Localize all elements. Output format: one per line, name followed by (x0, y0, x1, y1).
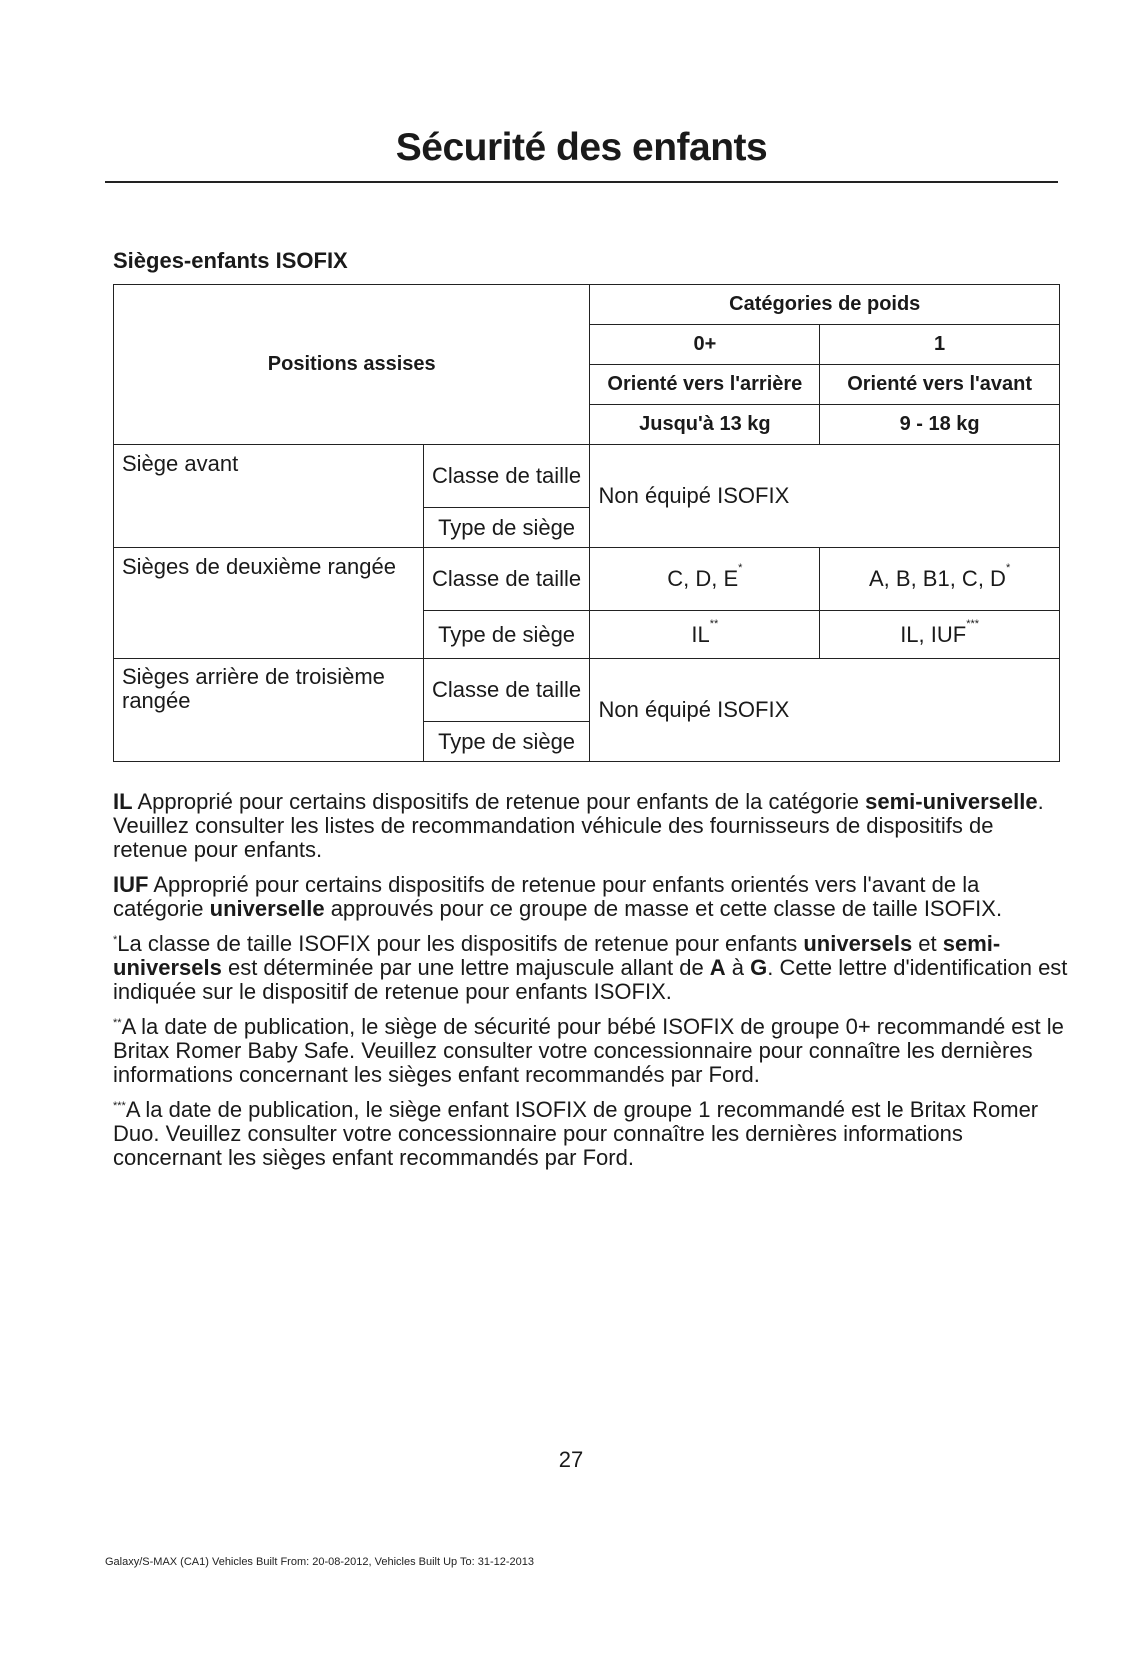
title-divider (105, 181, 1058, 183)
notes (113, 790, 1068, 1181)
footnote-3 (113, 1098, 1068, 1170)
size-class-label: Classe de taille (423, 659, 590, 722)
note-bold: G (750, 955, 768, 980)
footnote-mark: * (1005, 562, 1011, 574)
note-bold: semi-universelle (865, 789, 1038, 814)
note-bold: A (709, 955, 726, 980)
note-bold: universels (803, 931, 913, 956)
note-bold: universelle (209, 896, 325, 921)
note-text: Approprié pour certains dispositifs de retenue pour enfants orientés vers l'avant de la catégorie (113, 872, 980, 921)
footnote-mark: ** (709, 617, 719, 630)
footnote-1 (113, 932, 1068, 1004)
size-class-label: Classe de taille (423, 548, 590, 611)
section-heading: Sièges-enfants ISOFIX (113, 248, 348, 273)
second-row-size-class-0plus (590, 548, 820, 611)
third-row-not-equipped: Non équipé ISOFIX (590, 659, 1060, 762)
weight-1-header: 9 - 18 kg (820, 405, 1060, 445)
footnote-2 (113, 1015, 1068, 1087)
page-number: 27 (558, 1447, 584, 1472)
second-row-size-class-1 (820, 548, 1060, 611)
note-text: est déterminée par une lettre majuscule allant de (221, 955, 710, 980)
note-text: à (725, 955, 751, 980)
position-second-row: Sièges de deuxième rangée (114, 548, 424, 659)
seat-type-label: Type de siège (423, 508, 590, 548)
position-front-seat: Siège avant (114, 445, 424, 548)
seat-type-label: Type de siège (423, 722, 590, 762)
footnote-mark: * (113, 934, 118, 946)
size-class-label: Classe de taille (423, 445, 590, 508)
weight-categories-header: Catégories de poids (590, 285, 1060, 325)
size-class-value: C, D, E (667, 566, 739, 591)
note-term: IL (113, 789, 133, 814)
orientation-rear-header: Orienté vers l'arrière (590, 365, 820, 405)
note-il (113, 790, 1068, 862)
note-text: Approprié pour certains dispositifs de retenue pour enfants de la catégorie (132, 789, 866, 814)
footnote-mark: * (738, 562, 743, 574)
seat-type-label: Type de siège (423, 611, 590, 659)
note-text: . Veuillez consulter les listes de recommandation véhicule des fournisseurs de dispositifs de retenue pour enfants. (113, 789, 1044, 862)
note-iuf (113, 873, 1068, 921)
isofix-table (113, 284, 1060, 762)
seat-type-value: IL (691, 621, 710, 647)
group-1-header: 1 (820, 325, 1060, 365)
note-text: La classe de taille ISOFIX pour les dispositifs de retenue pour enfants (117, 931, 804, 956)
note-text: approuvés pour ce groupe de masse et cette classe de taille ISOFIX. (324, 896, 1003, 921)
note-term: IUF (113, 872, 149, 897)
orientation-front-header: Orienté vers l'avant (820, 365, 1060, 405)
second-row-seat-type-1 (820, 611, 1060, 659)
footnote-mark: *** (113, 1100, 126, 1112)
second-row-seat-type-0plus (590, 611, 820, 659)
note-text: . Cette lettre d'identification est indiquée sur le dispositif de retenue pour enfants ISOFIX. (113, 955, 1068, 1004)
note-text: A la date de publication, le siège de sécurité pour bébé ISOFIX de groupe 0+ recommandé est le Britax Romer Baby Safe. Veuillez consulter votre concessionnaire pour connaître les dernières informations concernant les sièges enfant recommandés par Ford. (113, 1014, 1064, 1087)
footnote-mark: *** (966, 617, 980, 630)
position-third-row: Sièges arrière de troisième rangée (114, 659, 424, 762)
note-bold: semi-universels (113, 931, 1001, 980)
seat-type-value: IL, IUF (900, 621, 967, 647)
footnote-mark: ** (113, 1017, 122, 1029)
size-class-value: A, B, B1, C, D (869, 566, 1006, 591)
footer-vehicle-info: Galaxy/S-MAX (CA1) Vehicles Built From: 20-08-2012, Vehicles Built Up To: 31-12-2013 (105, 1556, 534, 1568)
group-0plus-header: 0+ (590, 325, 820, 365)
positions-header: Positions assises (114, 285, 590, 445)
weight-0plus-header: Jusqu'à 13 kg (590, 405, 820, 445)
note-text: A la date de publication, le siège enfant ISOFIX de groupe 1 recommandé est le Britax Romer Duo. Veuillez consulter votre concessionnaire pour connaître les dernières informations concernant les sièges enfant recommandés par Ford. (113, 1097, 1039, 1170)
front-seat-not-equipped: Non équipé ISOFIX (590, 445, 1060, 548)
note-text: et (912, 931, 943, 956)
page-title: Sécurité des enfants (395, 126, 768, 169)
